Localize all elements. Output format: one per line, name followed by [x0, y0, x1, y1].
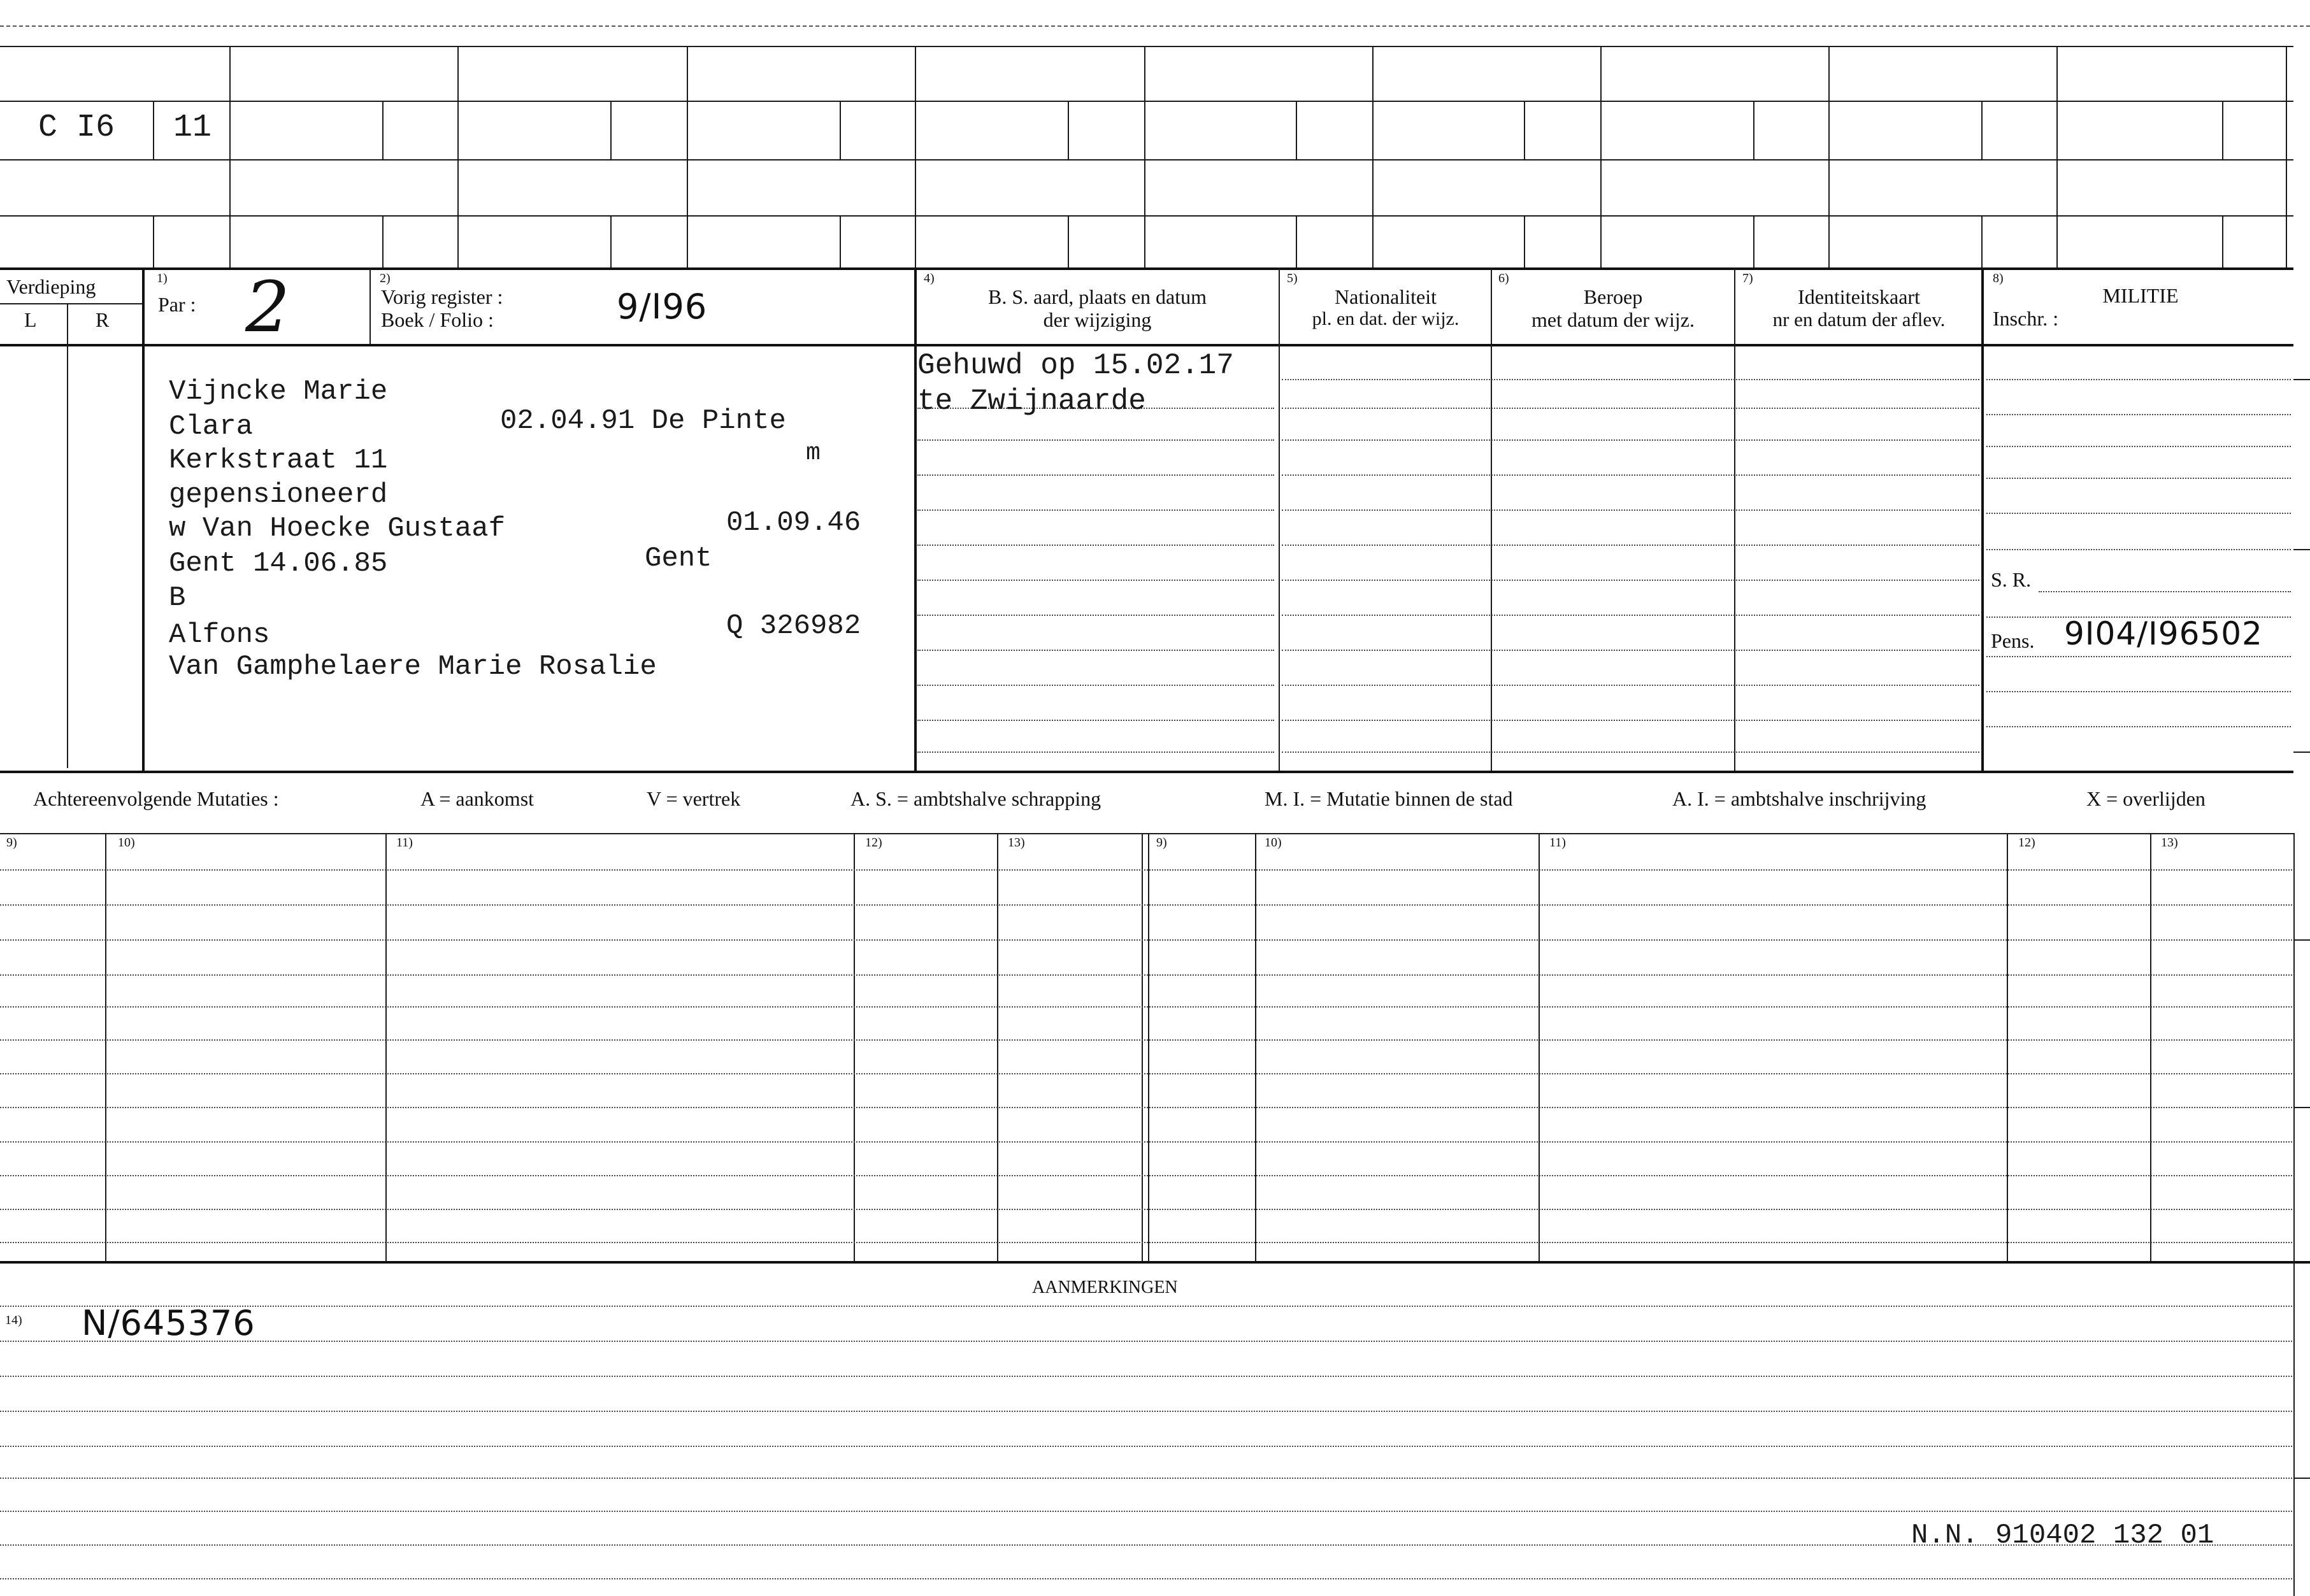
- mut-col-13b: 13): [2161, 836, 2178, 850]
- person-line2: Clara: [169, 411, 254, 443]
- person-line5: w Van Hoecke Gustaaf: [169, 513, 506, 545]
- field-number-2: 2): [380, 271, 391, 285]
- legend-v: V = vertrek: [647, 787, 741, 810]
- person-line6: Gent 14.06.85: [169, 548, 388, 580]
- verdieping-label: Verdieping: [6, 275, 96, 298]
- top-edge: [0, 25, 2310, 27]
- person-birth: 02.04.91 De Pinte: [500, 405, 786, 437]
- mut-col-11b: 11): [1549, 836, 1566, 850]
- top-code: C I6: [38, 110, 115, 146]
- verdieping-r: R: [96, 308, 110, 331]
- legend-ai: A. I. = ambtshalve inschrijving: [1672, 787, 1926, 810]
- person-code2: Q 326982: [726, 610, 861, 642]
- legend-a: A = aankomst: [420, 787, 534, 810]
- bs-header-line1: B. S. aard, plaats en datum: [987, 285, 1207, 308]
- boek-folio-label: Boek / Folio :: [381, 308, 494, 331]
- mut-col-13a: 13): [1008, 836, 1025, 850]
- field-number-14: 14): [5, 1313, 22, 1327]
- beroep-header-line2: met datum der wijz.: [1532, 308, 1695, 331]
- legend-as: A. S. = ambtshalve schrapping: [850, 787, 1101, 810]
- mut-col-9b: 9): [1156, 836, 1167, 850]
- mut-col-11a: 11): [396, 836, 413, 850]
- mutaties-title: Achtereenvolgende Mutaties :: [33, 787, 279, 810]
- bs-header-line2: der wijziging: [1043, 308, 1152, 331]
- pens-label: Pens.: [1991, 629, 2035, 652]
- top-number: 11: [173, 110, 212, 146]
- militie-header: MILITIE: [2102, 284, 2179, 307]
- aanmerkingen-value: N/645376: [82, 1303, 255, 1343]
- person-line9: Van Gamphelaere Marie Rosalie: [169, 651, 657, 683]
- field-number-5: 5): [1287, 271, 1298, 285]
- verdieping-l: L: [24, 308, 37, 331]
- person-line4: gepensioneerd: [169, 479, 388, 511]
- person-line8: Alfons: [169, 619, 270, 651]
- mut-col-10b: 10): [1265, 836, 1282, 850]
- nn-number: N.N. 910402 132 01: [1911, 1520, 2214, 1551]
- par-mark: 2: [245, 266, 291, 348]
- id-header-line2: nr en datum der aflev.: [1772, 308, 1946, 331]
- sr-label: S. R.: [1991, 568, 2032, 591]
- mut-col-10a: 10): [118, 836, 135, 850]
- person-sex: m: [806, 439, 821, 467]
- beroep-header-line1: Beroep: [1583, 285, 1643, 308]
- person-line7: B: [169, 582, 186, 614]
- mutaties-top-rule: [0, 771, 2293, 773]
- nat-header-line1: Nationaliteit: [1335, 285, 1437, 308]
- pens-value: 9I04/I96502: [2064, 615, 2263, 652]
- vorig-register-label: Vorig register :: [381, 285, 503, 308]
- field-number-7: 7): [1742, 271, 1753, 285]
- mut-col-12b: 12): [2018, 836, 2035, 850]
- mut-col-9a: 9): [6, 836, 17, 850]
- id-header-line1: Identiteitskaart: [1798, 285, 1920, 308]
- field-number-8: 8): [1993, 271, 2004, 285]
- field-number-1: 1): [157, 271, 168, 285]
- field-number-6: 6): [1498, 271, 1509, 285]
- person-line3: Kerkstraat 11: [169, 445, 388, 476]
- nat-header-line2: pl. en dat. der wijz.: [1312, 308, 1460, 329]
- mut-col-12a: 12): [865, 836, 882, 850]
- bs-entry-line1: Gehuwd op 15.02.17: [917, 349, 1234, 382]
- inschr-label: Inschr. :: [1993, 307, 2059, 330]
- field-number-4: 4): [924, 271, 935, 285]
- par-label: Par :: [158, 293, 196, 316]
- legend-x: X = overlijden: [2086, 787, 2206, 810]
- person-line1: Vijncke Marie: [169, 376, 388, 408]
- aanmerkingen-title: AANMERKINGEN: [1032, 1278, 1178, 1297]
- legend-mi: M. I. = Mutatie binnen de stad: [1265, 787, 1513, 810]
- person-date2: 01.09.46: [726, 507, 861, 539]
- folio-value: 9/I96: [617, 287, 708, 327]
- bs-entry-line2: te Zwijnaarde: [917, 385, 1146, 418]
- person-place2: Gent: [645, 543, 712, 574]
